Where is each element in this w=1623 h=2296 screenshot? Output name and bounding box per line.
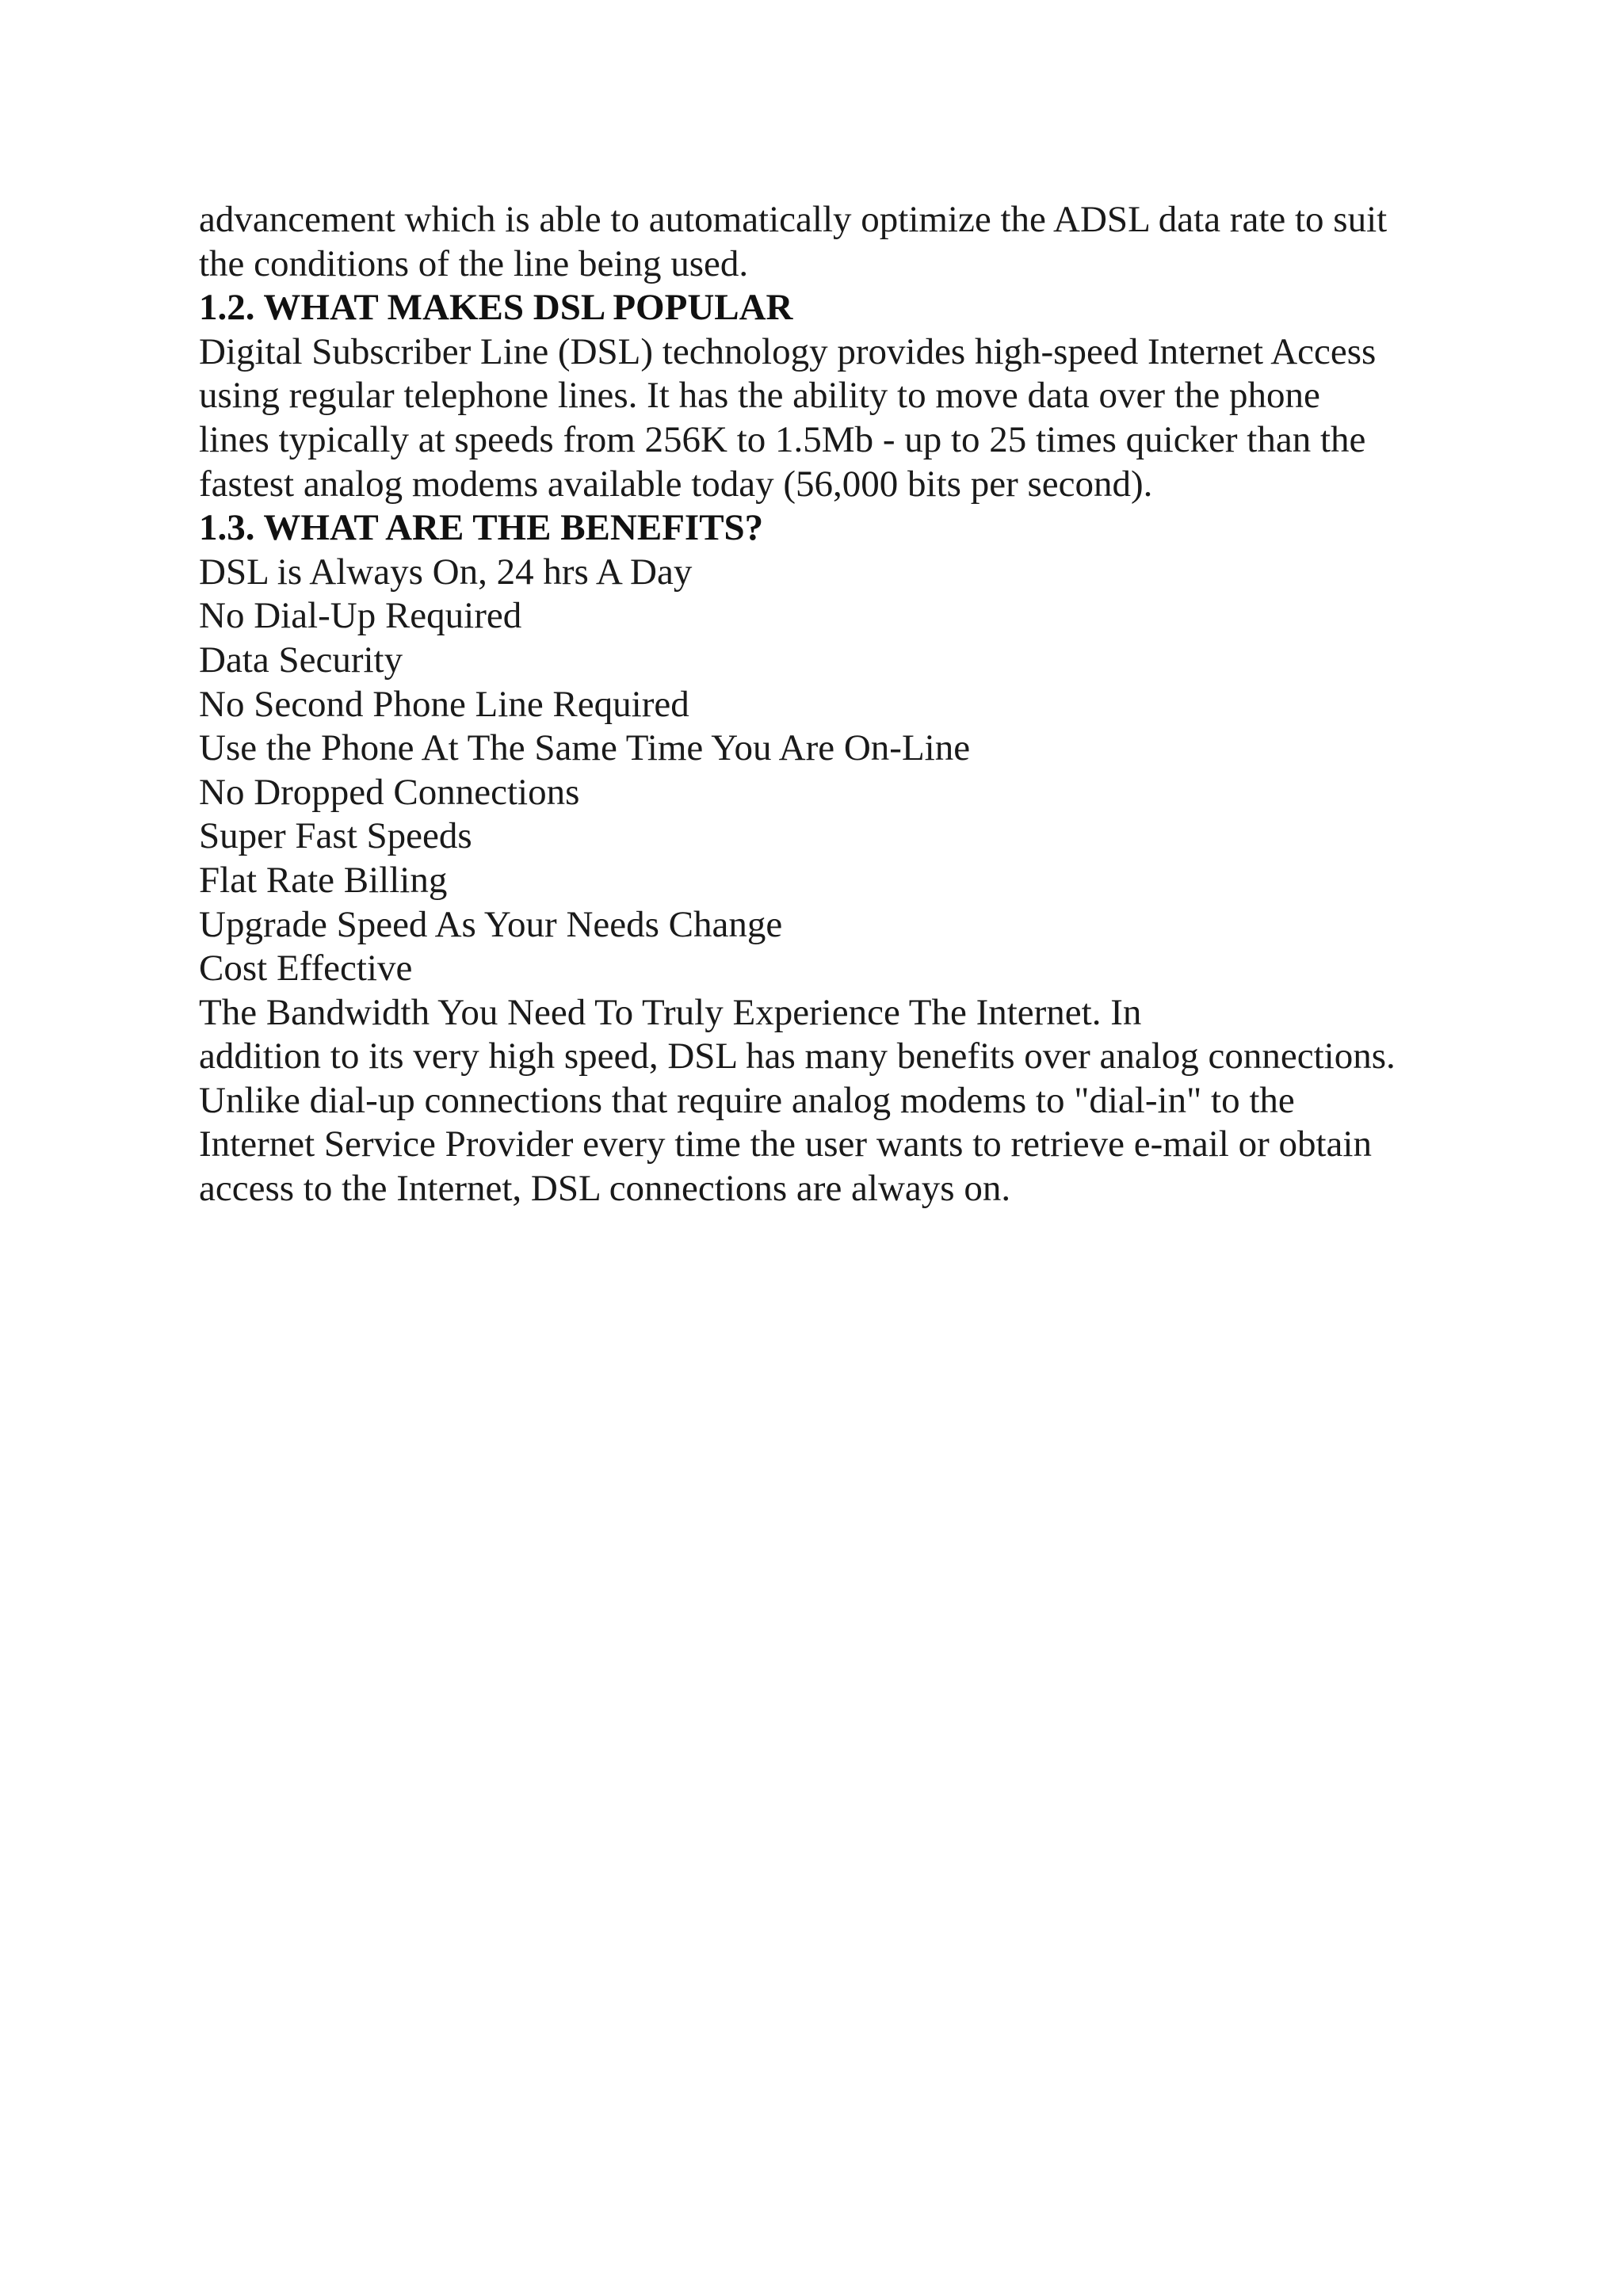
section-heading: 1.3. WHAT ARE THE BENEFITS? (199, 507, 764, 549)
text-line: fastest analog modems available today (56,000 bits per second). (199, 463, 1153, 505)
text-line: Digital Subscriber Line (DSL) technology provides high-speed Internet Access (199, 330, 1377, 372)
section-dsl-popular (199, 286, 1499, 506)
list-item: No Second Phone Line Required (199, 683, 689, 725)
list-item: Upgrade Speed As Your Needs Change (199, 903, 783, 945)
section-benefits (199, 506, 1499, 1211)
intro-paragraph (199, 198, 1499, 286)
text-line: advancement which is able to automatically optimize the ADSL data rate to suit (199, 199, 1388, 240)
text-line: addition to its very high speed, DSL has many benefits over analog connections. (199, 1035, 1396, 1077)
list-item: Super Fast Speeds (199, 815, 472, 857)
section-heading: 1.2. WHAT MAKES DSL POPULAR (199, 287, 793, 329)
benefits-closing-paragraph (199, 1035, 1499, 1211)
list-item: No Dropped Connections (199, 771, 580, 813)
list-item: Data Security (199, 639, 403, 681)
document-page (199, 198, 1499, 1211)
list-item: The Bandwidth You Need To Truly Experience The Internet. In (199, 991, 1142, 1033)
text-line: Internet Service Provider every time the user wants to retrieve e-mail or obtain (199, 1123, 1372, 1165)
benefits-list (199, 551, 1499, 1035)
text-line: access to the Internet, DSL connections are always on. (199, 1168, 1011, 1210)
list-item: DSL is Always On, 24 hrs A Day (199, 551, 693, 593)
list-item: Cost Effective (199, 948, 413, 990)
list-item: No Dial-Up Required (199, 595, 522, 637)
text-line: Unlike dial-up connections that require analog modems to "dial-in" to the (199, 1079, 1295, 1121)
list-item: Flat Rate Billing (199, 859, 448, 901)
list-item: Use the Phone At The Same Time You Are On-Line (199, 727, 971, 769)
text-line: lines typically at speeds from 256K to 1.5Mb - up to 25 times quicker than the (199, 418, 1366, 460)
text-line: using regular telephone lines. It has the ability to move data over the phone (199, 375, 1320, 417)
text-line: the conditions of the line being used. (199, 242, 749, 284)
